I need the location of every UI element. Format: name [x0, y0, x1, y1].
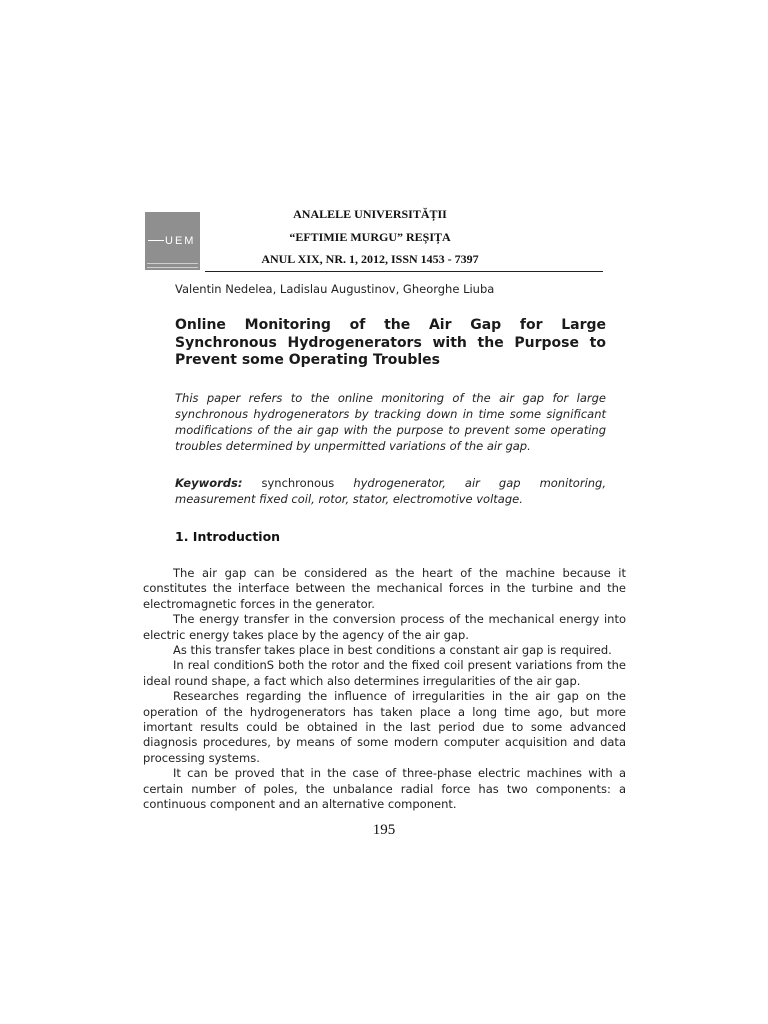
journal-issue-line: ANUL XIX, NR. 1, 2012, ISSN 1453 - 7397 [261, 252, 479, 266]
journal-name-line2: “EFTIMIE MURGU” REȘIȚA [289, 230, 451, 244]
keywords [175, 475, 606, 507]
paragraph: As this transfer takes place in best conditions a constant air gap is required. [173, 643, 612, 658]
paragraph: The energy transfer in the conversion process of the mechanical energy into electric energy takes place by the agency of the air gap. [143, 612, 626, 642]
journal-name-line1: ANALELE UNIVERSITĂȚII [293, 207, 447, 221]
paragraph: In real conditionS both the rotor and the fixed coil present variations from the ideal round shape, a fact which also determines irregularities of the air gap. [143, 658, 626, 688]
header-rule [205, 271, 603, 272]
keywords-list: hydrogenerator, air gap monitoring, measurement fixed coil, rotor, stator, electromotive voltage. [175, 476, 607, 506]
author-list: Valentin Nedelea, Ladislau Augustinov, Gheorghe Liuba [175, 282, 495, 296]
keywords-plain: synchronous [242, 476, 354, 490]
paper-title: Online Monitoring of the Air Gap for Large Synchronous Hydrogenerators with the Purpose to Prevent some Operating Troubles [175, 317, 606, 368]
section-heading-introduction: 1. Introduction [175, 529, 281, 544]
paragraph: The air gap can be considered as the heart of the machine because it constitutes the interface between the mechanical forces in the turbine and the electromagnetic forces in the generator. [143, 566, 626, 611]
abstract: This paper refers to the online monitoring of the air gap for large synchronous hydrogenerators by tracking down in time some significant modifications of the air gap with the purpose to prevent some operating troubles determined by unpermitted variations of the air gap. [175, 391, 606, 453]
logo-line [148, 240, 164, 241]
paragraph: Researches regarding the influence of irregularities in the air gap on the operation of the hydrogenerators has taken place a long time ago, but more imortant results could be obtained in the last period due to some advanced diagnosis procedures, by means of some modern computer acquisition and data processing systems. [143, 689, 626, 765]
logo-text: UEM [165, 235, 196, 247]
logo-caption-stripe [147, 263, 198, 268]
keywords-label: Keywords: [175, 476, 243, 490]
university-logo [145, 212, 200, 270]
page-number: 195 [372, 822, 396, 838]
body-text [143, 566, 626, 813]
paragraph: It can be proved that in the case of three-phase electric machines with a certain number of poles, the unbalance radial force has two components: a continuous component and an alternative component. [143, 766, 626, 812]
